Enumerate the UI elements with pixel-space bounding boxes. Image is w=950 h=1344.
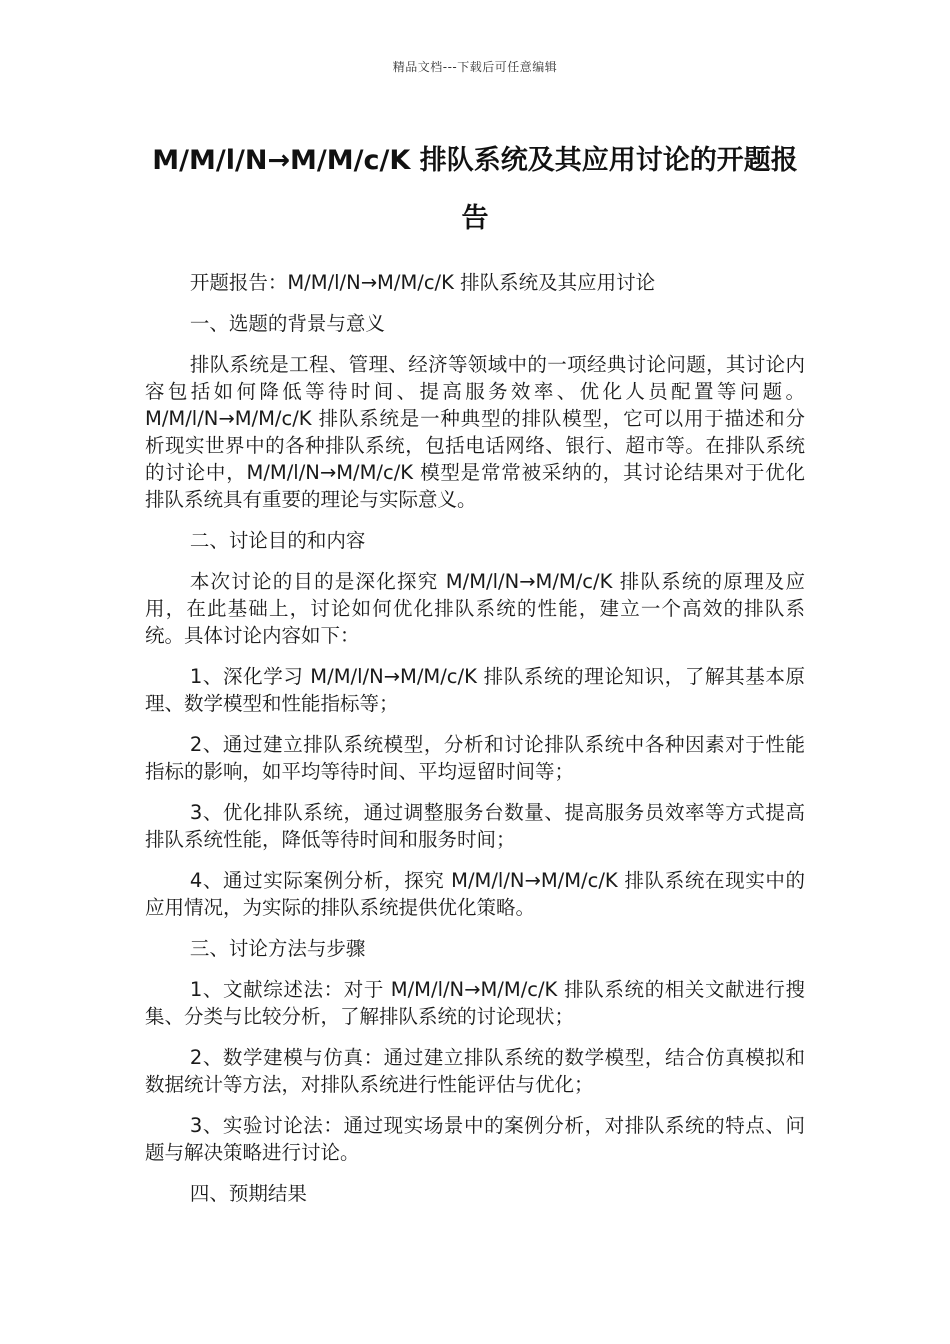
- list-item-content-4: 4、通过实际案例分析，探究 M/M/l/N→M/M/c/K 排队系统在现实中的应用情况，为实际的排队系统提供优化策略。: [145, 869, 805, 919]
- document-body: [145, 269, 805, 1221]
- section-heading-methods: 三、讨论方法与步骤: [189, 937, 366, 960]
- section-heading-background: 一、选题的背景与意义: [189, 312, 385, 335]
- list-item-content-1: 1、深化学习 M/M/l/N→M/M/c/K 排队系统的理论知识，了解其基本原理、数学模型和性能指标等；: [145, 665, 805, 715]
- list-item-method-2: 2、数学建模与仿真：通过建立排队系统的数学模型，结合仿真模拟和数据统计等方法，对排队系统进行性能评估与优化；: [145, 1046, 805, 1096]
- section-heading-purpose: 二、讨论目的和内容: [189, 529, 366, 552]
- list-item-content-2: 2、通过建立排队系统模型，分析和讨论排队系统中各种因素对于性能指标的影响，如平均等待时间、平均逗留时间等；: [145, 733, 805, 783]
- list-item-method-1: 1、文献综述法：对于 M/M/l/N→M/M/c/K 排队系统的相关文献进行搜集、分类与比较分析，了解排队系统的讨论现状；: [145, 978, 805, 1028]
- header-note: 精品文档---下载后可任意编辑: [392, 60, 558, 74]
- report-heading-line: 开题报告：M/M/l/N→M/M/c/K 排队系统及其应用讨论: [189, 271, 656, 294]
- list-item-content-3: 3、优化排队系统，通过调整服务台数量、提高服务员效率等方式提高排队系统性能，降低等待时间和服务时间；: [145, 801, 805, 851]
- paragraph-background: 排队系统是工程、管理、经济等领域中的一项经典讨论问题，其讨论内容包括如何降低等待时间、提高服务效率、优化人员配置等问题。M/M/l/N→M/M/c/K 排队系统是一种典型的排队模型，它可以用于描述和分析现实世界中的各种排队系统，包括电话网络、银行、超市等。在排队系统的讨论中，M/M/l/N→M/M/c/K 模型是常常被采纳的，其讨论结果对于优化排队系统具有重要的理论与实际意义。: [145, 353, 805, 511]
- section-heading-results: 四、预期结果: [189, 1182, 307, 1205]
- list-item-method-3: 3、实验讨论法：通过现实场景中的案例分析，对排队系统的特点、问题与解决策略进行讨论。: [145, 1114, 805, 1164]
- document-title: M/M/l/N→M/M/c/K 排队系统及其应用讨论的开题报告: [152, 145, 798, 234]
- paragraph-purpose: 本次讨论的目的是深化探究 M/M/l/N→M/M/c/K 排队系统的原理及应用，在此基础上，讨论如何优化排队系统的性能，建立一个高效的排队系统。具体讨论内容如下：: [145, 570, 805, 647]
